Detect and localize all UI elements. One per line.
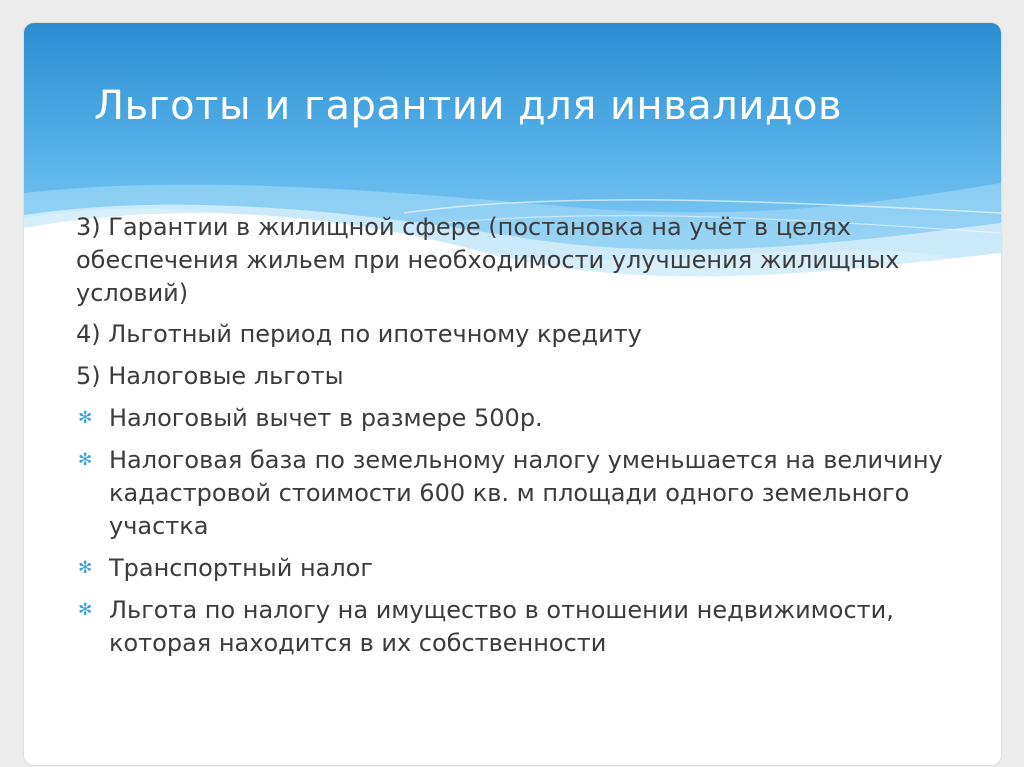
item-mortgage-grace-period: 4) Льготный период по ипотечному кредиту [76,320,642,348]
bullet-item-land-tax [76,444,956,543]
bullet-star-icon: ✻ [78,450,93,470]
slide-title: Льготы и гарантии для инвалидов [94,83,843,129]
bullet-text: Налоговая база по земельному налогу уменьшается на величину кадастровой стоимости 600 кв. м площади одного земельного участка [109,446,943,540]
bullet-item-property-tax [76,594,956,660]
bullet-star-icon: ✻ [78,558,93,578]
bullet-text: Транспортный налог [109,554,373,582]
bullet-item-transport-tax [76,552,956,585]
item-tax-benefits: 5) Налоговые льготы [76,362,344,390]
bullet-text: Налоговый вычет в размере 500р. [109,404,543,432]
item-housing-guarantees: 3) Гарантии в жилищной сфере (постановка на учёт в целях обеспечения жильем при необходимости улучшения жилищных условий) [76,213,900,307]
slide-content [76,211,956,669]
bullet-item-tax-deduction [76,402,956,435]
slide [24,23,1001,765]
bullet-star-icon: ✻ [78,600,93,620]
bullet-text: Льгота по налогу на имущество в отношении недвижимости, которая находится в их собственности [109,596,894,657]
bullet-star-icon: ✻ [78,408,93,428]
